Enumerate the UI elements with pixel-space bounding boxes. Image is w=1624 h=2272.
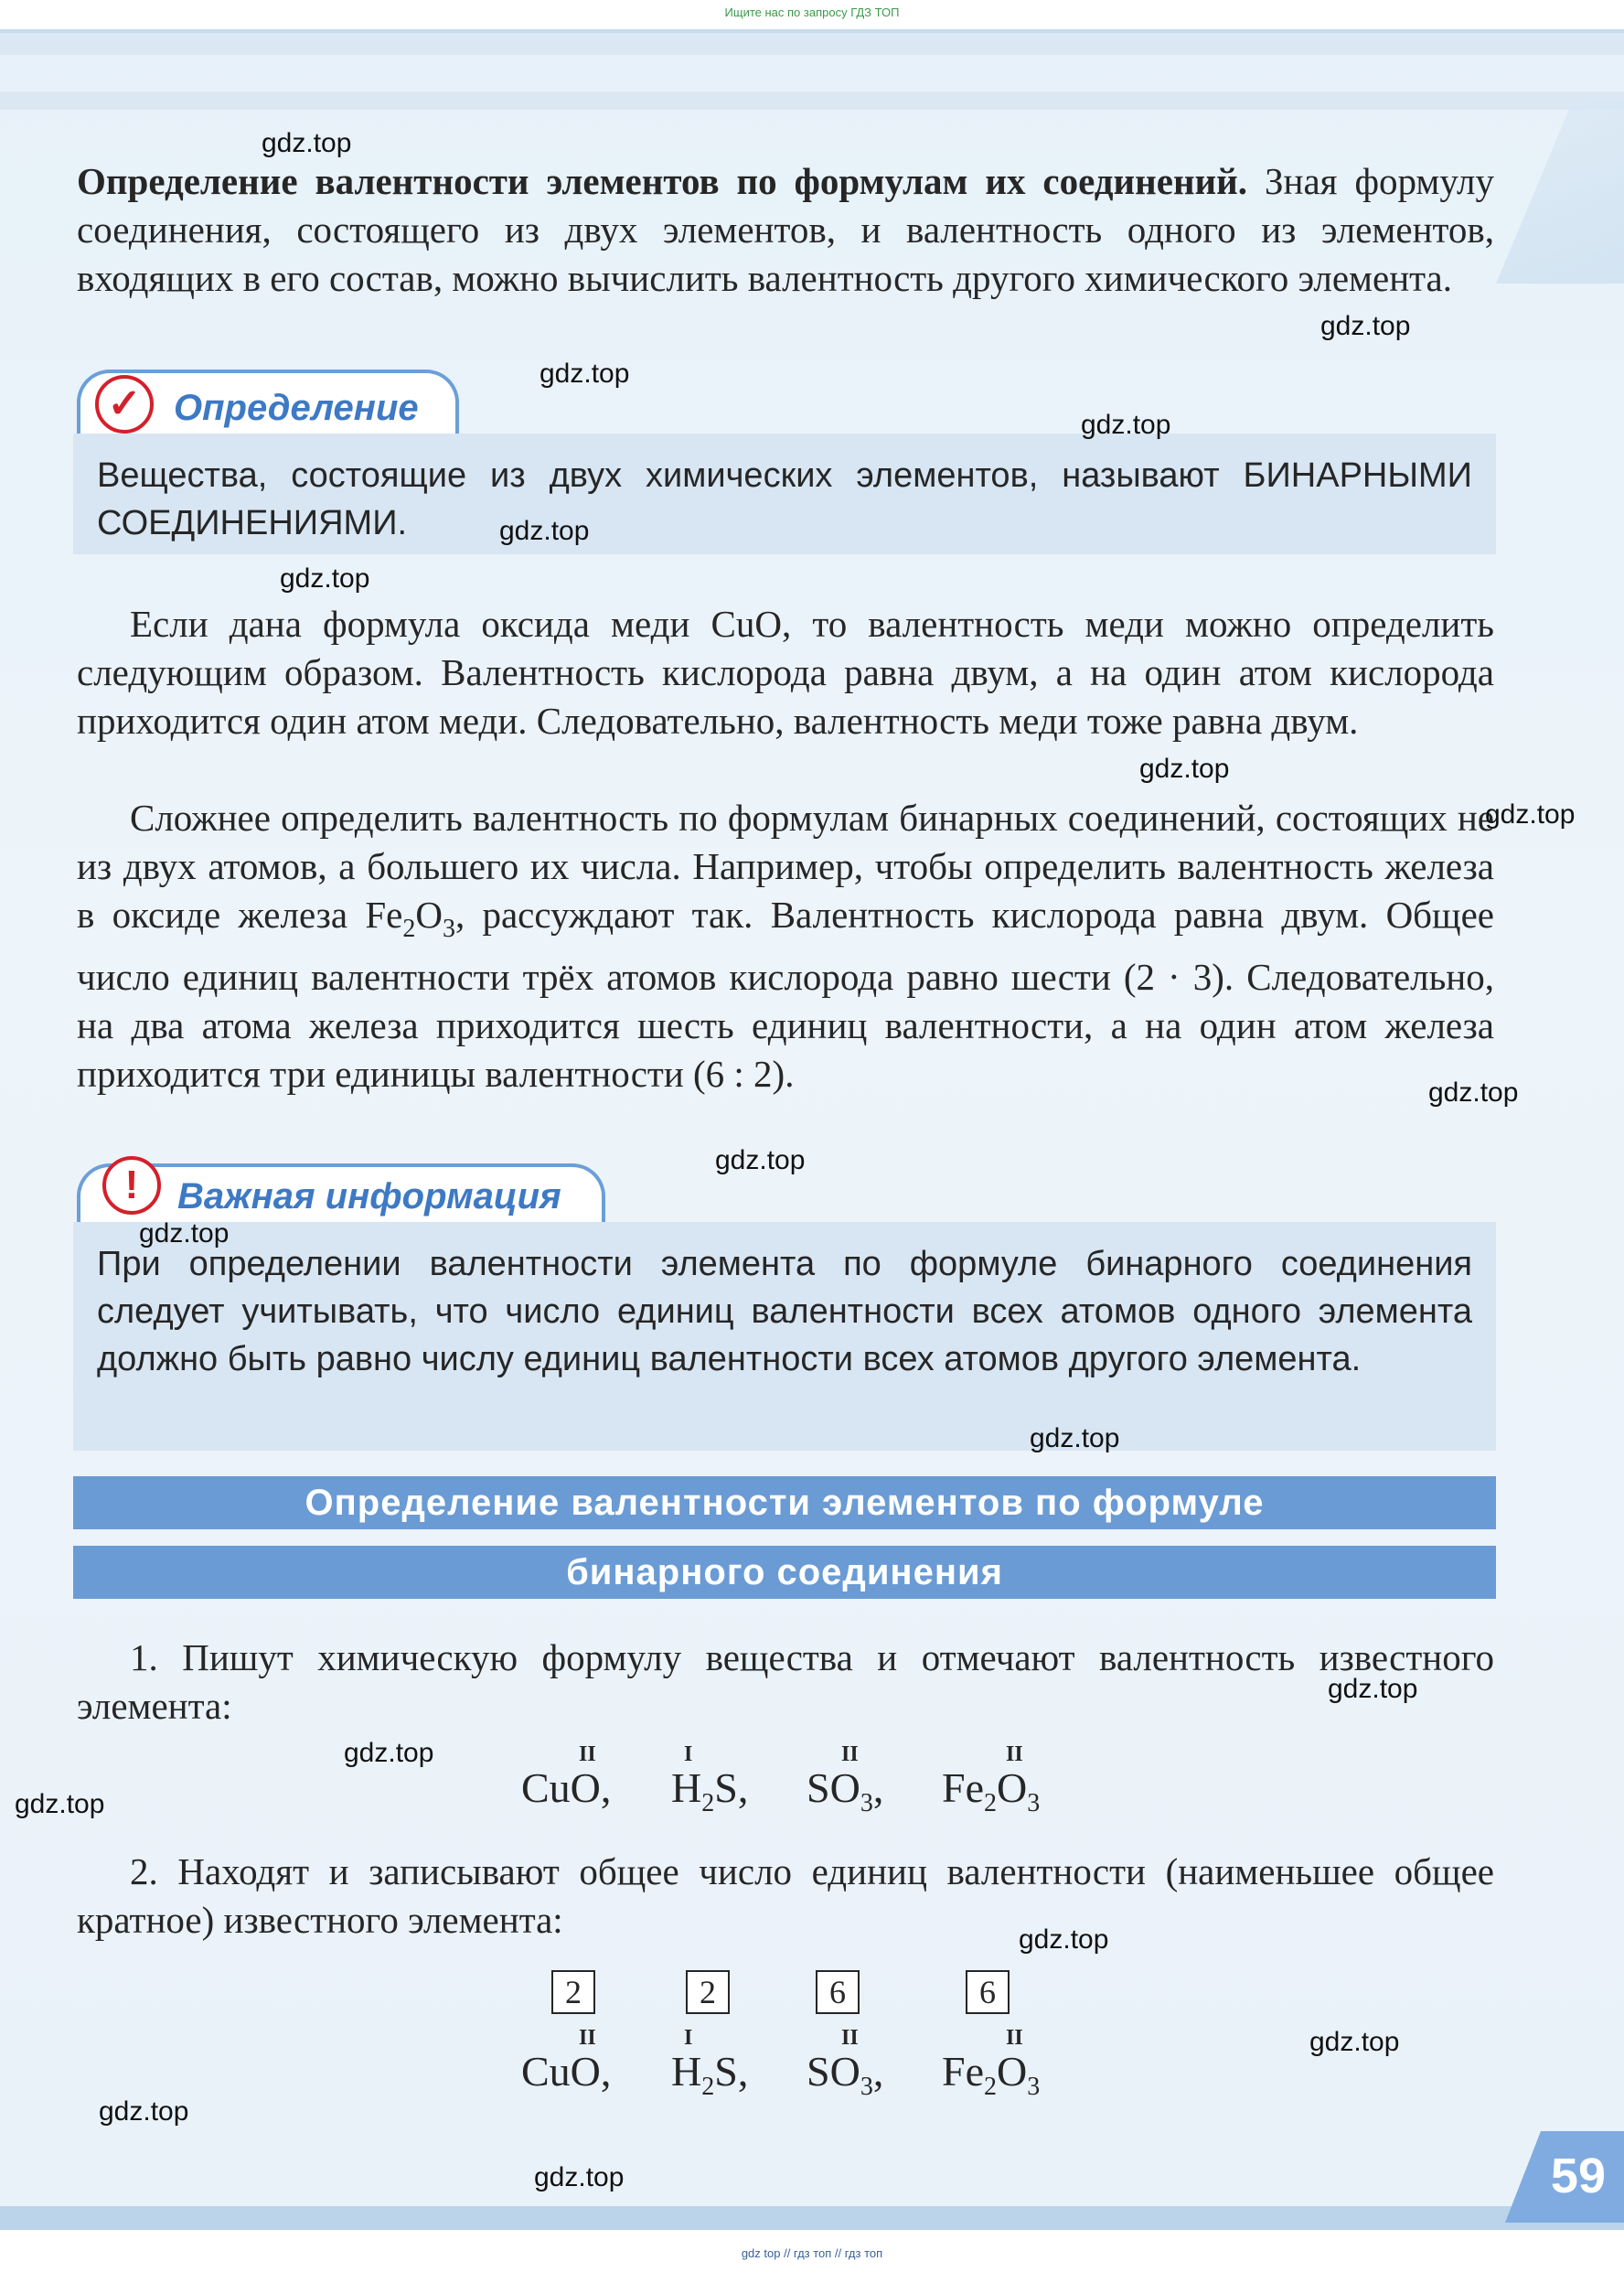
algorithm-title-line1: Определение валентности элементов по формуле (73, 1476, 1496, 1529)
watermark: gdz.top (534, 2162, 625, 2192)
paragraph-2-part1: Сложнее определить валентность по формулам бинарных соединений, состоящих не из двух атомов, а большего их числа. Например, чтобы определить валентность железа в оксиде железа Fe (77, 797, 1494, 936)
section-heading: Определение валентности элементов по формулам их соединений. (77, 160, 1248, 202)
lcm-box: 2 (551, 1970, 595, 2014)
step-1: 1. Пишут химическую формулу вещества и отмечают валентность известного элемента: (77, 1636, 1494, 1727)
oxygen-symbol: O (415, 894, 443, 936)
watermark: gdz.top (1309, 2027, 1400, 2057)
formula-so3: $SO_3$, (807, 1764, 884, 1817)
formula-cuo: CuO, (521, 1764, 612, 1811)
watermark: gdz.top (1019, 1924, 1109, 1955)
section-intro (77, 157, 1494, 303)
section-intro-text: Зная формулу соединения, состоящего из двух элементов, и валентность одного из элементов, входящих в его состав, можно вычислить валентность другого химического элемента. (77, 160, 1494, 299)
step-2: 2. Находят и записывают общее число единиц валентности (наименьшее общее кратное) известного элемента: (77, 1850, 1494, 1941)
decor-stripe (0, 33, 1624, 55)
definition-label: Определение (174, 388, 419, 428)
lcm-box: 6 (966, 1970, 1010, 2014)
watermark: gdz.top (1428, 1077, 1519, 1108)
valence-mark: II (1006, 1742, 1023, 1766)
valence-mark: I (684, 2026, 693, 2050)
valence-mark: I (684, 1742, 693, 1766)
watermark: gdz.top (1081, 410, 1171, 440)
page-number: 59 (1550, 2149, 1606, 2203)
lcm-box: 6 (816, 1970, 860, 2014)
subscript: 3 (442, 915, 455, 943)
watermark: gdz.top (540, 359, 630, 389)
watermark: gdz.top (1328, 1674, 1418, 1704)
lcm-box: 2 (686, 1970, 730, 2014)
formula-cuo: CuO, (521, 2048, 612, 2095)
decor-stripe (0, 91, 1624, 110)
formula-fe2o3: $Fe_2O_3$ (942, 1764, 1041, 1817)
bottom-band (0, 2206, 1624, 2230)
formula-h2s: $H_2S$, (671, 2048, 749, 2101)
algorithm-title-line2: бинарного соединения (73, 1546, 1496, 1599)
watermark: gdz.top (139, 1218, 230, 1249)
watermark: gdz.top (280, 563, 370, 594)
paragraph-2-part2: , рассуждают так. Валентность кислорода равна двум. Общее число единиц валентности трёх атомов кислорода равно шести (2 · 3). Следовательно, на два атома железа приходится шесть единиц валентности, а на один атом железа приходится три единицы валентности (6 : 2). (77, 894, 1494, 1095)
subscript: 2 (402, 915, 416, 943)
valence-mark: II (579, 2026, 596, 2050)
watermark: gdz.top (499, 516, 590, 546)
definition-text: Вещества, состоящие из двух химических элементов, называют БИНАРНЫМИ СОЕДИНЕНИЯМИ. (97, 456, 1472, 542)
header-line (0, 29, 1624, 33)
paragraph-1: Если дана формула оксида меди CuO, то валентность меди можно определить следующим образом. Валентность кислорода равна двум, а на один атом кислорода приходится один атом меди. Следовательно, валентность меди тоже равна двум. (77, 603, 1494, 742)
valence-mark: II (1006, 2026, 1023, 2050)
watermark: gdz.top (344, 1738, 434, 1768)
top-link[interactable]: Ищите нас по запросу ГДЗ ТОП (724, 5, 900, 19)
watermark: gdz.top (1485, 799, 1576, 830)
watermark: gdz.top (99, 2096, 189, 2127)
watermark: gdz.top (262, 128, 352, 158)
definition-box (73, 434, 1496, 554)
watermark: gdz.top (1139, 754, 1230, 784)
exclamation-icon: ! (102, 1156, 161, 1215)
important-box (73, 1222, 1496, 1451)
watermark: gdz.top (15, 1789, 105, 1819)
formula-so3: $SO_3$, (807, 2048, 884, 2101)
valence-mark: II (841, 2026, 859, 2050)
watermark: gdz.top (1320, 311, 1411, 341)
formula-h2s: $H_2S$, (671, 1764, 749, 1817)
important-text: При определении валентности элемента по формуле бинарного соединения следует учитывать, что число единиц валентности всех атомов одного элемента должно быть равно числу единиц валентности всех атомов другого элемента. (97, 1245, 1472, 1378)
bottom-link[interactable]: gdz top // гдз топ // гдз топ (741, 2246, 883, 2260)
important-label: Важная информация (177, 1176, 561, 1216)
valence-mark: II (841, 1742, 859, 1766)
formula-fe2o3: $Fe_2O_3$ (942, 2048, 1041, 2101)
valence-mark: II (579, 1742, 596, 1766)
watermark: gdz.top (715, 1145, 806, 1175)
checkmark-icon: ✓ (95, 375, 154, 434)
watermark: gdz.top (1030, 1423, 1120, 1453)
paragraph-2 (77, 794, 1494, 1098)
